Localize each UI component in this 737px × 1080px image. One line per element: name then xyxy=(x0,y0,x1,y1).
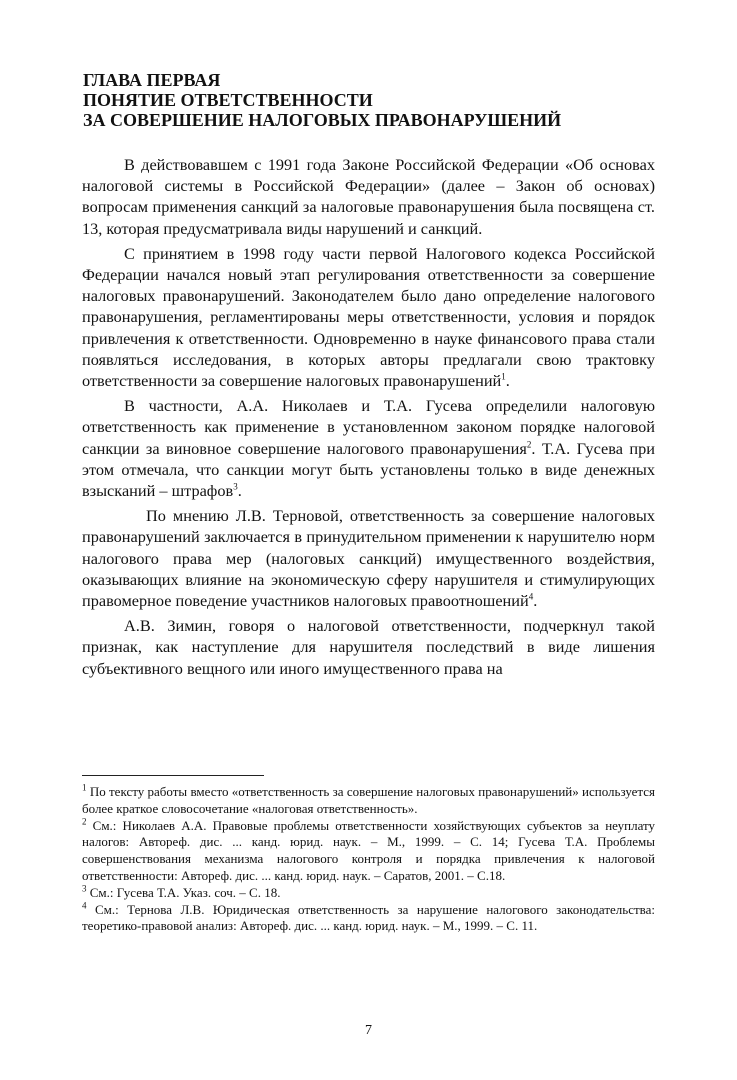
chapter-heading-line-2: ПОНЯТИЕ ОТВЕТСТВЕННОСТИ xyxy=(83,90,373,110)
footnote-ref: 1 xyxy=(501,371,506,382)
footnote-ref: 3 xyxy=(233,481,238,492)
paragraph: В действовавшем с 1991 года Законе Российской Федерации «Об основах налоговой системы в Российской Федерации» (далее – Закон об основах) вопросам применения санкций за налоговые правонарушения была посвящена ст. 13, которая предусматривала виды нарушений и санкций. xyxy=(82,155,655,238)
page-number: 7 xyxy=(365,1023,372,1038)
paragraph: А.В. Зимин, говоря о налоговой ответственности, подчеркнул такой признак, как наступление для нарушителя последствий в виде лишения субъективного вещного или иного имущественного права на xyxy=(82,616,655,678)
footnotes xyxy=(82,784,655,935)
body-text xyxy=(82,154,655,679)
chapter-heading-line-1: ГЛАВА ПЕРВАЯ xyxy=(83,70,221,90)
footnote-ref: 4 xyxy=(528,591,534,602)
footnote-divider xyxy=(82,775,264,776)
paragraph: По мнению Л.В. Терновой, ответственность за совершение налоговых правонарушений заключается в принудительном применении к нарушителю норм налогового права мер (налоговых санкций) имущественного воздействия, оказывающих влияние на экономическую сферу нарушителя и стимулирующих правомерное поведение участников налоговых правоотношений$^4$. xyxy=(82,506,655,611)
footnote: $^4$ См.: Тернова Л.В. Юридическая ответственность за нарушение налогового законодательства: теоретико-правовой анализ: Автореф. дис. ... канд. юрид. наук. – М., 1999. – С. 11. xyxy=(82,900,656,934)
footnote-ref: 2 xyxy=(526,439,532,450)
chapter-heading-line-3: ЗА СОВЕРШЕНИЕ НАЛОГОВЫХ ПРАВОНАРУШЕНИЙ xyxy=(83,110,562,130)
footnote: $^1$ По тексту работы вместо «ответственность за совершение налоговых правонарушений» используется более краткое словосочетание «налоговая ответственность». xyxy=(82,782,656,816)
paragraph: С принятием в 1998 году части первой Налогового кодекса Российской Федерации начался новый этап регулирования ответственности за совершение налоговых правонарушений. Законодателем было дано определение налогового правонарушения, регламентированы меры ответственности, условия и порядок привлечения к ответственности. Одновременно в науке финансового права стали появляться исследования, в которых авторы предлагали свою трактовку ответственности за совершение налоговых правонарушений$^1$. xyxy=(82,243,655,391)
chapter-heading xyxy=(83,70,561,130)
footnote: $^2$ См.: Николаев А.А. Правовые проблемы ответственности хозяйствующих субъектов за неуплату налогов: Автореф. дис. ... канд. юрид. наук. – М., 1999. – С. 14; Гусева Т.А. Проблемы совершенствования механизма налогового контроля и порядка привлечения к налоговой ответственности: Автореф. дис. ... канд. юрид. наук. – Саратов, 2001. – С.18. xyxy=(82,816,656,883)
footnote: $^3$ См.: Гусева Т.А. Указ. соч. – С. 18. xyxy=(82,883,281,900)
paragraph: В частности, А.А. Николаев и Т.А. Гусева определили налоговую ответственность как применение в установленном законом порядке налоговой санкции за виновное совершение налогового правонарушения$^2$. Т.А. Гусева при этом отмечала, что санкции могут быть установлены только в виде денежных взысканий – штрафов$^3$. xyxy=(82,396,655,501)
